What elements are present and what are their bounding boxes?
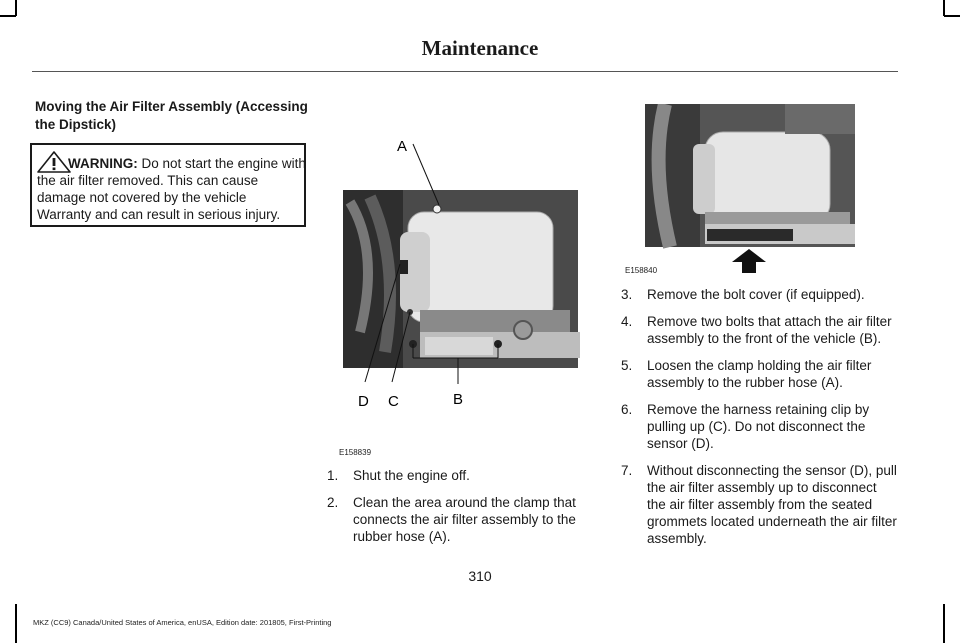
callout-b: B <box>453 391 464 408</box>
crop-mark <box>15 604 17 643</box>
step-text: Clean the area around the clamp that connects the air filter assembly to the rubber hose (A). <box>353 495 576 544</box>
crop-mark <box>0 15 16 17</box>
crop-mark <box>943 604 945 643</box>
figure2-id: E158840 <box>625 266 658 275</box>
list-item <box>621 313 897 347</box>
warning-label: WARNING: <box>68 156 138 171</box>
steps-right <box>621 286 897 557</box>
step-text: Shut the engine off. <box>353 468 470 483</box>
crop-mark <box>943 0 945 16</box>
steps-left <box>327 467 587 555</box>
header-rule <box>32 71 898 72</box>
crop-mark <box>944 15 960 17</box>
figure-air-filter-lift <box>645 104 855 276</box>
warning-box <box>30 143 306 227</box>
step-number: 1. <box>327 468 339 483</box>
list-item <box>621 286 897 303</box>
warning-first-text: Do not start the engine with <box>141 156 306 171</box>
callout-d: D <box>358 393 369 410</box>
step-text: Remove two bolts that attach the air filter assembly to the front of the vehicle (B). <box>647 314 892 346</box>
figure1-id: E158839 <box>339 448 372 457</box>
step-number: 5. <box>621 358 633 373</box>
step-text: Without disconnecting the sensor (D), pull the air filter assembly up to disconnect the air filter assembly from the seated grommets located underneath the air filter assembly. <box>647 463 897 546</box>
warning-text: the air filter removed. This can cause damage not covered by the vehicle Warranty and can result in serious injury. <box>37 173 281 222</box>
step-number: 3. <box>621 287 633 302</box>
air-filter-illustration <box>340 132 580 432</box>
callout-c: C <box>388 393 399 410</box>
list-item <box>621 357 897 391</box>
step-number: 6. <box>621 402 633 417</box>
list-item <box>327 494 587 545</box>
warning-triangle-icon <box>37 151 71 173</box>
step-text: Loosen the clamp holding the air filter assembly to the rubber hose (A). <box>647 358 872 390</box>
step-number: 7. <box>621 463 633 478</box>
section-heading: Moving the Air Filter Assembly (Accessing the Dipstick) <box>35 99 308 132</box>
list-item <box>621 401 897 452</box>
page-header-title: Maintenance <box>421 36 539 60</box>
step-text: Remove the harness retaining clip by pulling up (C). Do not disconnect the sensor (D). <box>647 402 870 451</box>
step-number: 4. <box>621 314 633 329</box>
figure-air-filter-callouts <box>340 132 580 432</box>
callout-a: A <box>397 138 408 155</box>
up-arrow-icon <box>731 248 767 274</box>
list-item <box>621 462 897 547</box>
step-number: 2. <box>327 495 339 510</box>
warning-first-line <box>37 155 306 172</box>
step-text: Remove the bolt cover (if equipped). <box>647 287 865 302</box>
page-footer: MKZ (CC9) Canada/United States of America, enUSA, Edition date: 201805, First-Printing <box>33 618 332 627</box>
crop-mark <box>15 0 17 16</box>
list-item <box>327 467 587 484</box>
page-number: 310 <box>468 568 492 584</box>
